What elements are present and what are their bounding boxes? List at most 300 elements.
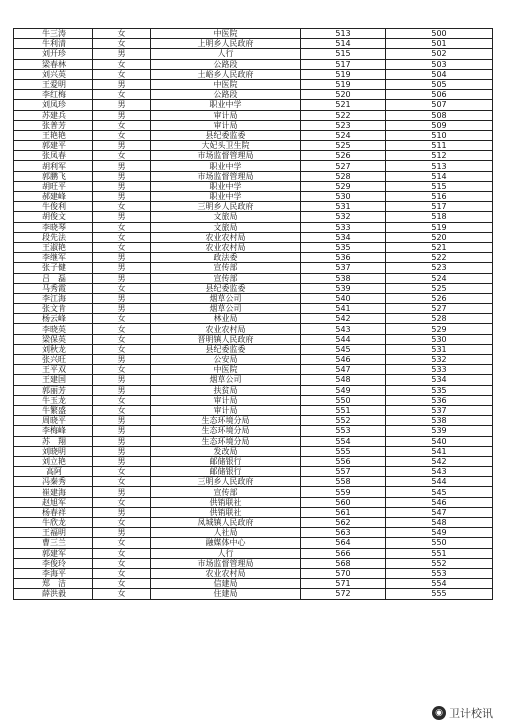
cell-name: 高阿 — [14, 467, 93, 477]
cell-gender: 女 — [93, 467, 151, 477]
cell-name: 李红梅 — [14, 90, 93, 100]
cell-sequence: 561 — [301, 507, 386, 517]
cell-number: 544 — [386, 477, 493, 487]
cell-sequence: 531 — [301, 202, 386, 212]
table-row — [14, 120, 493, 130]
cell-unit: 信建局 — [151, 579, 301, 589]
cell-number: 552 — [386, 558, 493, 568]
table-row — [14, 293, 493, 303]
cell-sequence: 557 — [301, 467, 386, 477]
cell-name: 刘兴英 — [14, 69, 93, 79]
cell-sequence: 521 — [301, 100, 386, 110]
cell-sequence: 563 — [301, 528, 386, 538]
cell-number: 514 — [386, 171, 493, 181]
cell-gender: 女 — [93, 548, 151, 558]
table-row — [14, 589, 493, 599]
cell-gender: 男 — [93, 273, 151, 283]
cell-gender: 男 — [93, 416, 151, 426]
cell-name: 胡利军 — [14, 161, 93, 171]
table-row — [14, 171, 493, 181]
cell-unit: 市场监督管理局 — [151, 558, 301, 568]
cell-name: 张子健 — [14, 263, 93, 273]
watermark — [432, 705, 493, 721]
cell-unit: 邮储银行 — [151, 456, 301, 466]
cell-unit: 人社局 — [151, 528, 301, 538]
cell-name: 吕 磊 — [14, 273, 93, 283]
cell-number: 522 — [386, 253, 493, 263]
cell-sequence: 530 — [301, 192, 386, 202]
cell-gender: 女 — [93, 324, 151, 334]
cell-unit: 烟草公司 — [151, 304, 301, 314]
cell-unit: 宣传部 — [151, 263, 301, 273]
cell-number: 512 — [386, 151, 493, 161]
cell-unit: 融媒体中心 — [151, 538, 301, 548]
table-row — [14, 426, 493, 436]
cell-number: 538 — [386, 416, 493, 426]
cell-sequence: 564 — [301, 538, 386, 548]
cell-name: 郭建军 — [14, 548, 93, 558]
table-row — [14, 436, 493, 446]
cell-unit: 农业农村局 — [151, 324, 301, 334]
cell-name: 薛洪毅 — [14, 589, 93, 599]
cell-gender: 女 — [93, 232, 151, 242]
cell-sequence: 562 — [301, 518, 386, 528]
cell-sequence: 525 — [301, 141, 386, 151]
cell-unit: 县纪委监委 — [151, 344, 301, 354]
cell-unit: 烟草公司 — [151, 293, 301, 303]
cell-gender: 女 — [93, 477, 151, 487]
cell-number: 508 — [386, 110, 493, 120]
table-row — [14, 518, 493, 528]
cell-sequence: 520 — [301, 90, 386, 100]
cell-unit: 职业中学 — [151, 181, 301, 191]
cell-number: 523 — [386, 263, 493, 273]
cell-name: 李海平 — [14, 568, 93, 578]
cell-name: 张兴旺 — [14, 355, 93, 365]
cell-gender: 女 — [93, 589, 151, 599]
cell-unit: 审计局 — [151, 395, 301, 405]
cell-gender: 男 — [93, 507, 151, 517]
cell-name: 杨春祥 — [14, 507, 93, 517]
cell-name: 杨云峰 — [14, 314, 93, 324]
cell-gender: 男 — [93, 487, 151, 497]
cell-gender: 男 — [93, 212, 151, 222]
cell-number: 543 — [386, 467, 493, 477]
cell-unit: 供销联社 — [151, 497, 301, 507]
cell-unit: 生态环境分局 — [151, 416, 301, 426]
cell-number: 554 — [386, 579, 493, 589]
table-row — [14, 273, 493, 283]
table-row — [14, 405, 493, 415]
cell-name: 苏建兵 — [14, 110, 93, 120]
cell-name: 牛利清 — [14, 39, 93, 49]
cell-number: 517 — [386, 202, 493, 212]
table-row — [14, 263, 493, 273]
cell-sequence: 539 — [301, 283, 386, 293]
cell-gender: 男 — [93, 446, 151, 456]
cell-name: 李晓英 — [14, 324, 93, 334]
table-row — [14, 90, 493, 100]
cell-number: 515 — [386, 181, 493, 191]
cell-name: 牛繁盛 — [14, 405, 93, 415]
table-row — [14, 365, 493, 375]
cell-number: 547 — [386, 507, 493, 517]
table-row — [14, 395, 493, 405]
cell-number: 504 — [386, 69, 493, 79]
cell-unit: 县纪委监委 — [151, 283, 301, 293]
cell-unit: 职业中学 — [151, 161, 301, 171]
cell-gender: 男 — [93, 263, 151, 273]
cell-number: 533 — [386, 365, 493, 375]
cell-name: 胡旺平 — [14, 181, 93, 191]
cell-unit: 林业局 — [151, 314, 301, 324]
roster-table — [13, 28, 493, 600]
cell-name: 郭丽芳 — [14, 385, 93, 395]
cell-number: 518 — [386, 212, 493, 222]
table-row — [14, 375, 493, 385]
cell-gender: 女 — [93, 130, 151, 140]
cell-number: 545 — [386, 487, 493, 497]
cell-number: 520 — [386, 232, 493, 242]
cell-name: 冯秦秀 — [14, 477, 93, 487]
cell-number: 531 — [386, 344, 493, 354]
cell-sequence: 519 — [301, 69, 386, 79]
cell-gender: 女 — [93, 365, 151, 375]
cell-name: 王淑艳 — [14, 242, 93, 252]
cell-number: 542 — [386, 456, 493, 466]
cell-gender: 男 — [93, 171, 151, 181]
cell-sequence: 532 — [301, 212, 386, 222]
cell-gender: 女 — [93, 344, 151, 354]
cell-name: 李俊玲 — [14, 558, 93, 568]
cell-sequence: 519 — [301, 79, 386, 89]
cell-unit: 凤城镇人民政府 — [151, 518, 301, 528]
cell-gender: 女 — [93, 405, 151, 415]
table-row — [14, 110, 493, 120]
table-row — [14, 253, 493, 263]
table-row — [14, 497, 493, 507]
table-row — [14, 151, 493, 161]
cell-name: 胡俊文 — [14, 212, 93, 222]
cell-name: 刘晓明 — [14, 446, 93, 456]
cell-sequence: 556 — [301, 456, 386, 466]
cell-sequence: 549 — [301, 385, 386, 395]
cell-gender: 女 — [93, 120, 151, 130]
table-row — [14, 232, 493, 242]
cell-sequence: 553 — [301, 426, 386, 436]
cell-number: 539 — [386, 426, 493, 436]
cell-unit: 宣传部 — [151, 487, 301, 497]
cell-sequence: 536 — [301, 253, 386, 263]
cell-sequence: 554 — [301, 436, 386, 446]
cell-unit: 职业中学 — [151, 192, 301, 202]
cell-sequence: 514 — [301, 39, 386, 49]
table-row — [14, 202, 493, 212]
cell-sequence: 566 — [301, 548, 386, 558]
watermark-text: 卫计校讯 — [449, 707, 493, 720]
cell-number: 529 — [386, 324, 493, 334]
cell-sequence: 544 — [301, 334, 386, 344]
cell-sequence: 540 — [301, 293, 386, 303]
cell-gender: 男 — [93, 528, 151, 538]
cell-sequence: 526 — [301, 151, 386, 161]
cell-name: 王福明 — [14, 528, 93, 538]
cell-name: 崔建海 — [14, 487, 93, 497]
cell-sequence: 524 — [301, 130, 386, 140]
cell-name: 李江海 — [14, 293, 93, 303]
cell-name: 曹三兰 — [14, 538, 93, 548]
cell-gender: 男 — [93, 141, 151, 151]
cell-gender: 女 — [93, 151, 151, 161]
cell-sequence: 517 — [301, 59, 386, 69]
cell-sequence: 571 — [301, 579, 386, 589]
cell-number: 537 — [386, 405, 493, 415]
cell-sequence: 568 — [301, 558, 386, 568]
cell-unit: 政法委 — [151, 253, 301, 263]
cell-sequence: 572 — [301, 589, 386, 599]
cell-name: 张凤春 — [14, 151, 93, 161]
cell-name: 张文肯 — [14, 304, 93, 314]
cell-number: 502 — [386, 49, 493, 59]
cell-unit: 公路段 — [151, 90, 301, 100]
table-row — [14, 283, 493, 293]
roster-sheet — [13, 28, 492, 718]
cell-gender: 女 — [93, 334, 151, 344]
cell-sequence: 550 — [301, 395, 386, 405]
cell-name: 郑 洁 — [14, 579, 93, 589]
cell-gender: 女 — [93, 538, 151, 548]
cell-sequence: 515 — [301, 49, 386, 59]
table-row — [14, 39, 493, 49]
table-row — [14, 242, 493, 252]
cell-gender: 男 — [93, 192, 151, 202]
cell-number: 509 — [386, 120, 493, 130]
cell-gender: 男 — [93, 79, 151, 89]
cell-sequence: 551 — [301, 405, 386, 415]
cell-gender: 男 — [93, 293, 151, 303]
cell-gender: 男 — [93, 110, 151, 120]
cell-number: 505 — [386, 79, 493, 89]
cell-unit: 人行 — [151, 49, 301, 59]
table-row — [14, 212, 493, 222]
cell-unit: 扶贫局 — [151, 385, 301, 395]
cell-name: 段先法 — [14, 232, 93, 242]
cell-unit: 市场监督管理局 — [151, 171, 301, 181]
cell-number: 503 — [386, 59, 493, 69]
cell-gender: 女 — [93, 39, 151, 49]
table-row — [14, 69, 493, 79]
cell-number: 506 — [386, 90, 493, 100]
table-row — [14, 477, 493, 487]
cell-name: 刘开珍 — [14, 49, 93, 59]
cell-number: 527 — [386, 304, 493, 314]
table-row — [14, 334, 493, 344]
table-row — [14, 344, 493, 354]
cell-number: 524 — [386, 273, 493, 283]
table-row — [14, 487, 493, 497]
cell-gender: 男 — [93, 375, 151, 385]
cell-gender: 男 — [93, 304, 151, 314]
cell-unit: 宣传部 — [151, 273, 301, 283]
cell-name: 梁春林 — [14, 59, 93, 69]
cell-unit: 土峪乡人民政府 — [151, 69, 301, 79]
cell-number: 513 — [386, 161, 493, 171]
cell-number: 521 — [386, 242, 493, 252]
cell-gender: 男 — [93, 181, 151, 191]
cell-number: 549 — [386, 528, 493, 538]
cell-name: 周晓平 — [14, 416, 93, 426]
cell-gender: 男 — [93, 100, 151, 110]
cell-unit: 生态环境分局 — [151, 436, 301, 446]
cell-number: 528 — [386, 314, 493, 324]
cell-name: 王爱明 — [14, 79, 93, 89]
cell-unit: 人行 — [151, 548, 301, 558]
table-row — [14, 100, 493, 110]
cell-sequence: 535 — [301, 242, 386, 252]
wechat-icon: ◉ — [432, 706, 446, 720]
cell-unit: 中医院 — [151, 79, 301, 89]
table-row — [14, 79, 493, 89]
cell-unit: 三明乡人民政府 — [151, 202, 301, 212]
table-row — [14, 192, 493, 202]
cell-name: 刘秋龙 — [14, 344, 93, 354]
cell-sequence: 523 — [301, 120, 386, 130]
cell-sequence: 541 — [301, 304, 386, 314]
cell-unit: 县纪委监委 — [151, 130, 301, 140]
cell-gender: 女 — [93, 59, 151, 69]
cell-gender: 女 — [93, 518, 151, 528]
cell-gender: 男 — [93, 385, 151, 395]
cell-number: 546 — [386, 497, 493, 507]
cell-sequence: 542 — [301, 314, 386, 324]
table-row — [14, 416, 493, 426]
cell-number: 500 — [386, 29, 493, 39]
cell-name: 王艳艳 — [14, 130, 93, 140]
cell-gender: 女 — [93, 90, 151, 100]
table-row — [14, 579, 493, 589]
cell-unit: 上明乡人民政府 — [151, 39, 301, 49]
cell-sequence: 543 — [301, 324, 386, 334]
table-row — [14, 161, 493, 171]
cell-gender: 女 — [93, 579, 151, 589]
cell-gender: 男 — [93, 49, 151, 59]
cell-unit: 审计局 — [151, 405, 301, 415]
cell-name: 张普芳 — [14, 120, 93, 130]
cell-number: 534 — [386, 375, 493, 385]
cell-number: 551 — [386, 548, 493, 558]
cell-gender: 女 — [93, 69, 151, 79]
table-row — [14, 548, 493, 558]
cell-number: 548 — [386, 518, 493, 528]
cell-sequence: 548 — [301, 375, 386, 385]
cell-unit: 职业中学 — [151, 100, 301, 110]
cell-number: 510 — [386, 130, 493, 140]
cell-gender: 男 — [93, 456, 151, 466]
cell-gender: 女 — [93, 283, 151, 293]
cell-name: 郭建平 — [14, 141, 93, 151]
cell-unit: 审计局 — [151, 120, 301, 130]
cell-gender: 女 — [93, 395, 151, 405]
cell-unit: 晋明镇人民政府 — [151, 334, 301, 344]
cell-unit: 供销联社 — [151, 507, 301, 517]
cell-unit: 烟草公司 — [151, 375, 301, 385]
cell-gender: 女 — [93, 222, 151, 232]
cell-number: 536 — [386, 395, 493, 405]
cell-unit: 中医院 — [151, 365, 301, 375]
table-row — [14, 456, 493, 466]
cell-name: 郭鹏飞 — [14, 171, 93, 181]
cell-name: 马秀霞 — [14, 283, 93, 293]
cell-name: 李梅峰 — [14, 426, 93, 436]
cell-gender: 男 — [93, 355, 151, 365]
cell-name: 刘立艳 — [14, 456, 93, 466]
cell-name: 郝建峰 — [14, 192, 93, 202]
cell-number: 507 — [386, 100, 493, 110]
cell-sequence: 547 — [301, 365, 386, 375]
table-row — [14, 29, 493, 39]
cell-sequence: 559 — [301, 487, 386, 497]
cell-name: 梁保英 — [14, 334, 93, 344]
table-row — [14, 467, 493, 477]
cell-sequence: 522 — [301, 110, 386, 120]
cell-sequence: 538 — [301, 273, 386, 283]
cell-sequence: 513 — [301, 29, 386, 39]
cell-number: 535 — [386, 385, 493, 395]
cell-unit: 公路段 — [151, 59, 301, 69]
cell-unit: 市场监督管理局 — [151, 151, 301, 161]
cell-unit: 审计局 — [151, 110, 301, 120]
cell-number: 555 — [386, 589, 493, 599]
table-row — [14, 130, 493, 140]
cell-unit: 公安局 — [151, 355, 301, 365]
table-row — [14, 385, 493, 395]
cell-gender: 男 — [93, 161, 151, 171]
cell-gender: 女 — [93, 242, 151, 252]
cell-number: 532 — [386, 355, 493, 365]
cell-unit: 农业农村局 — [151, 568, 301, 578]
table-row — [14, 314, 493, 324]
cell-number: 550 — [386, 538, 493, 548]
table-row — [14, 49, 493, 59]
cell-unit: 生态环境分局 — [151, 426, 301, 436]
cell-sequence: 570 — [301, 568, 386, 578]
cell-sequence: 545 — [301, 344, 386, 354]
cell-number: 525 — [386, 283, 493, 293]
table-row — [14, 324, 493, 334]
cell-unit: 邮储银行 — [151, 467, 301, 477]
cell-unit: 农业农村局 — [151, 242, 301, 252]
cell-name: 王建国 — [14, 375, 93, 385]
cell-name: 牛俊利 — [14, 202, 93, 212]
cell-name: 赵旭军 — [14, 497, 93, 507]
cell-gender: 女 — [93, 568, 151, 578]
cell-number: 526 — [386, 293, 493, 303]
cell-sequence: 546 — [301, 355, 386, 365]
cell-number: 511 — [386, 141, 493, 151]
cell-gender: 女 — [93, 558, 151, 568]
cell-unit: 住建局 — [151, 589, 301, 599]
table-row — [14, 558, 493, 568]
table-row — [14, 59, 493, 69]
cell-unit: 大妃头卫生院 — [151, 141, 301, 151]
cell-sequence: 533 — [301, 222, 386, 232]
cell-sequence: 558 — [301, 477, 386, 487]
table-row — [14, 538, 493, 548]
cell-number: 553 — [386, 568, 493, 578]
cell-gender: 男 — [93, 436, 151, 446]
cell-name: 牛欣龙 — [14, 518, 93, 528]
cell-gender: 女 — [93, 314, 151, 324]
